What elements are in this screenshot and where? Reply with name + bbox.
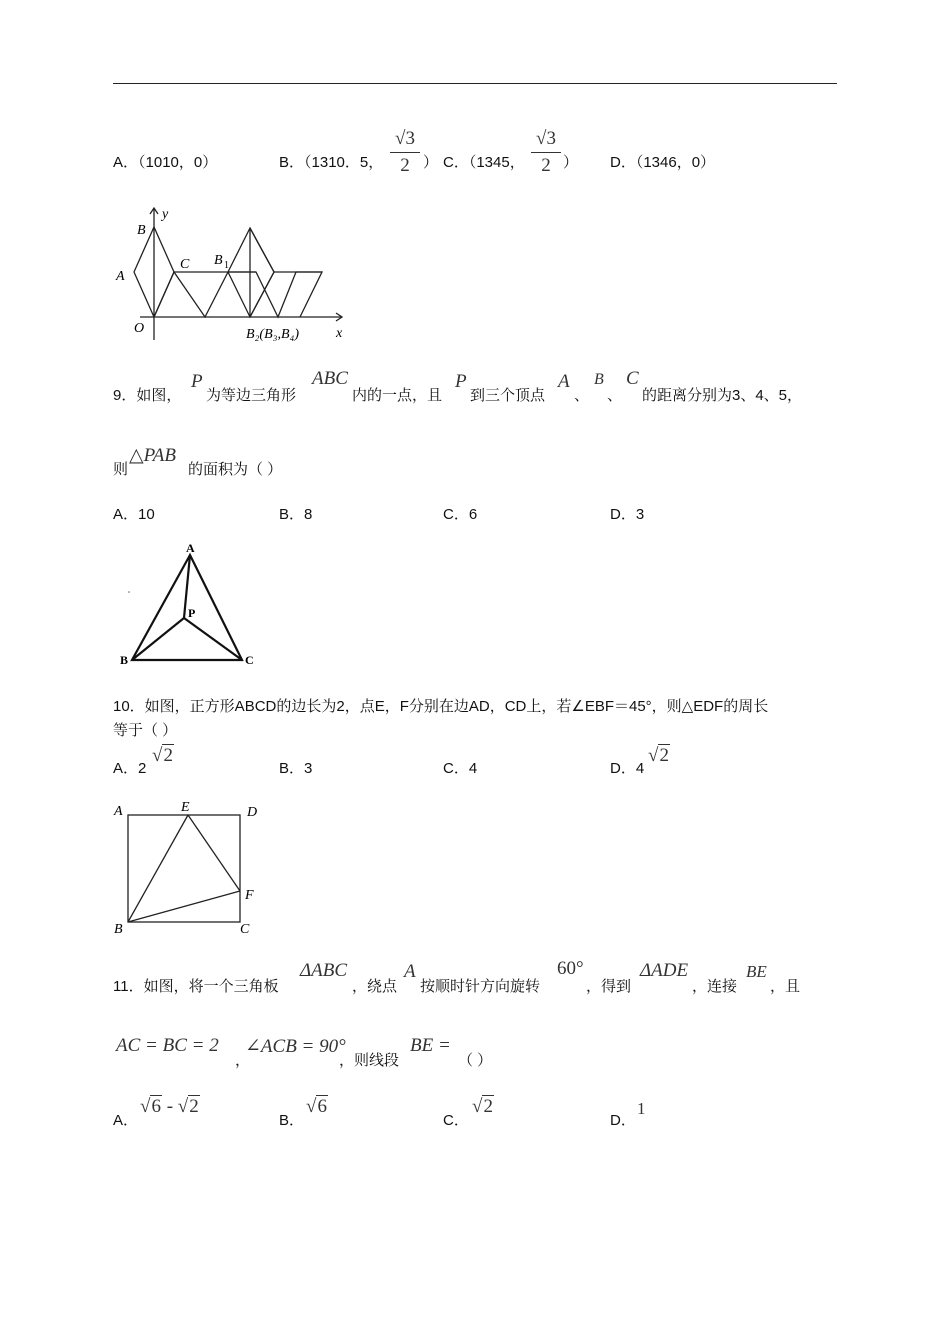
q11-triangle-ABC: ΔABC <box>300 960 348 981</box>
q9-text: 内的一点，且 <box>352 387 443 404</box>
radicand: 2 <box>659 745 669 766</box>
q11-option-d-label: D． <box>610 1112 636 1129</box>
label-B1-subscript: 1 <box>224 260 229 271</box>
segment-BF <box>128 891 240 922</box>
q11-text: ，绕点 <box>352 978 398 995</box>
q11-angle-60: 60° <box>557 958 584 979</box>
segment-PB <box>132 618 184 660</box>
q8-figure <box>110 200 360 345</box>
q10-option-c: C．4 <box>443 760 478 777</box>
triangle-ABC <box>132 555 242 660</box>
minus-sign: - <box>161 1096 178 1117</box>
q11-option-b-label: B． <box>279 1112 305 1129</box>
label-C: C <box>180 257 190 272</box>
q9-text: 为等边三角形 <box>206 387 297 404</box>
label-A: A <box>116 269 125 284</box>
q9-text: 的面积为（ ） <box>188 461 283 478</box>
q11-segment-BE: BE <box>746 962 767 981</box>
q8-option-a: A．（1010，0） <box>113 154 218 171</box>
q11-option-d-value: 1 <box>637 1099 646 1118</box>
q11-equation-1: AC = BC = 2 <box>116 1035 219 1056</box>
q11-option-c-value: √2 <box>472 1096 493 1117</box>
fraction-numerator: √3 <box>395 128 415 149</box>
q8-option-d: D．（1346，0） <box>610 154 716 171</box>
q9-vertex-C: C <box>626 368 639 389</box>
label-F: F <box>245 888 254 903</box>
q10-line-1: 10．如图，正方形ABCD的边长为2，点E，F分别在边AD，CD上，若∠EBF＝45°，则△EDF的周长 <box>113 698 769 715</box>
q10-option-a: A．2 <box>113 760 147 777</box>
q10-figure <box>108 795 268 935</box>
fraction-denominator: 2 <box>400 155 410 176</box>
q8-option-b-fraction <box>390 128 420 177</box>
q10-line-2: 等于（ ） <box>113 722 178 739</box>
q8-option-b: B．（1310．5， <box>279 154 384 171</box>
radicand: 2 <box>189 1096 199 1117</box>
q11-be-equals: BE = <box>410 1035 451 1056</box>
q9-text: 的距离分别为3、4、5， <box>642 387 803 404</box>
q10-option-a-radical: √2 <box>152 745 173 766</box>
label-B: B <box>137 223 146 238</box>
q11-option-a-value: √6 - √2 <box>140 1096 199 1117</box>
q11-option-b-value: √6 <box>306 1096 327 1117</box>
q11-text: 按顺时针方向旋转 <box>420 978 541 995</box>
rolling-path <box>174 272 322 317</box>
q8-option-b-close: ） <box>423 154 439 171</box>
label-C: C <box>240 922 250 935</box>
q9-text: 到三个顶点 <box>470 387 546 404</box>
segment-PC <box>184 618 242 660</box>
q11-text: ，得到 <box>586 978 632 995</box>
q10-option-d-radical: √2 <box>648 745 669 766</box>
radicand: 6 <box>151 1096 161 1117</box>
label-B: B <box>114 922 123 935</box>
q11-text: ，且 <box>770 978 801 995</box>
q9-text: 则 <box>113 461 129 478</box>
label-x: x <box>336 326 343 341</box>
label-A: A <box>114 804 123 819</box>
q11-text: 11．如图，将一个三角板 <box>113 978 279 995</box>
q11-text: （ ） <box>458 1052 493 1069</box>
q11-point-A: A <box>404 961 416 982</box>
stray-dot <box>128 591 130 593</box>
segment-EF <box>188 815 240 891</box>
q9-figure <box>110 538 270 670</box>
q11-option-a-label: A． <box>113 1112 139 1129</box>
segment-BE <box>128 815 188 922</box>
label-B2-B3-B4: B₂(B₃,B₄) <box>246 327 300 342</box>
label-E: E <box>181 800 190 815</box>
label-A: A <box>186 541 195 555</box>
label-B: B <box>120 653 129 667</box>
q9-triangle-PAB: △PAB <box>129 445 176 466</box>
q9-point-P: P <box>455 371 467 392</box>
radicand: 2 <box>163 745 173 766</box>
q9-vertex-B: B <box>594 371 604 388</box>
q11-text: ，则线段 <box>339 1052 400 1069</box>
header-rule <box>113 83 837 84</box>
q11-triangle-ADE: ΔADE <box>640 960 689 981</box>
q8-option-c-fraction <box>531 128 561 177</box>
label-P: P <box>188 606 196 620</box>
q9-separator: 、 <box>574 387 590 404</box>
fraction-bar <box>531 152 561 153</box>
fraction-bar <box>390 152 420 153</box>
q8-option-c-close: ） <box>563 154 579 171</box>
q9-vertex-A: A <box>558 371 570 392</box>
q9-option-d: D．3 <box>610 506 645 523</box>
q9-option-c: C．6 <box>443 506 478 523</box>
q11-equation-2: ∠ACB = 90° <box>245 1036 346 1057</box>
fraction-numerator: √3 <box>536 128 556 149</box>
q9-point-P: P <box>191 371 203 392</box>
radicand: 6 <box>317 1096 327 1117</box>
q9-triangle-ABC: ABC <box>312 368 348 389</box>
label-C: C <box>245 653 254 667</box>
label-y: y <box>162 207 169 222</box>
q10-option-d: D．4 <box>610 760 645 777</box>
label-O: O <box>134 321 145 336</box>
q9-option-a: A．10 <box>113 506 155 523</box>
q11-comma: ， <box>235 1052 251 1069</box>
q11-text: ，连接 <box>692 978 738 995</box>
q11-option-c-label: C． <box>443 1112 469 1129</box>
label-B1: B <box>214 253 223 268</box>
fraction-denominator: 2 <box>541 155 551 176</box>
label-D: D <box>247 805 258 820</box>
q10-option-b: B．3 <box>279 760 313 777</box>
radicand: 2 <box>483 1096 493 1117</box>
q9-separator: 、 <box>607 387 623 404</box>
segment <box>154 272 174 317</box>
q9-number: 9．如图， <box>113 387 182 404</box>
q9-option-b: B．8 <box>279 506 313 523</box>
q8-option-c: C．（1345， <box>443 154 525 171</box>
